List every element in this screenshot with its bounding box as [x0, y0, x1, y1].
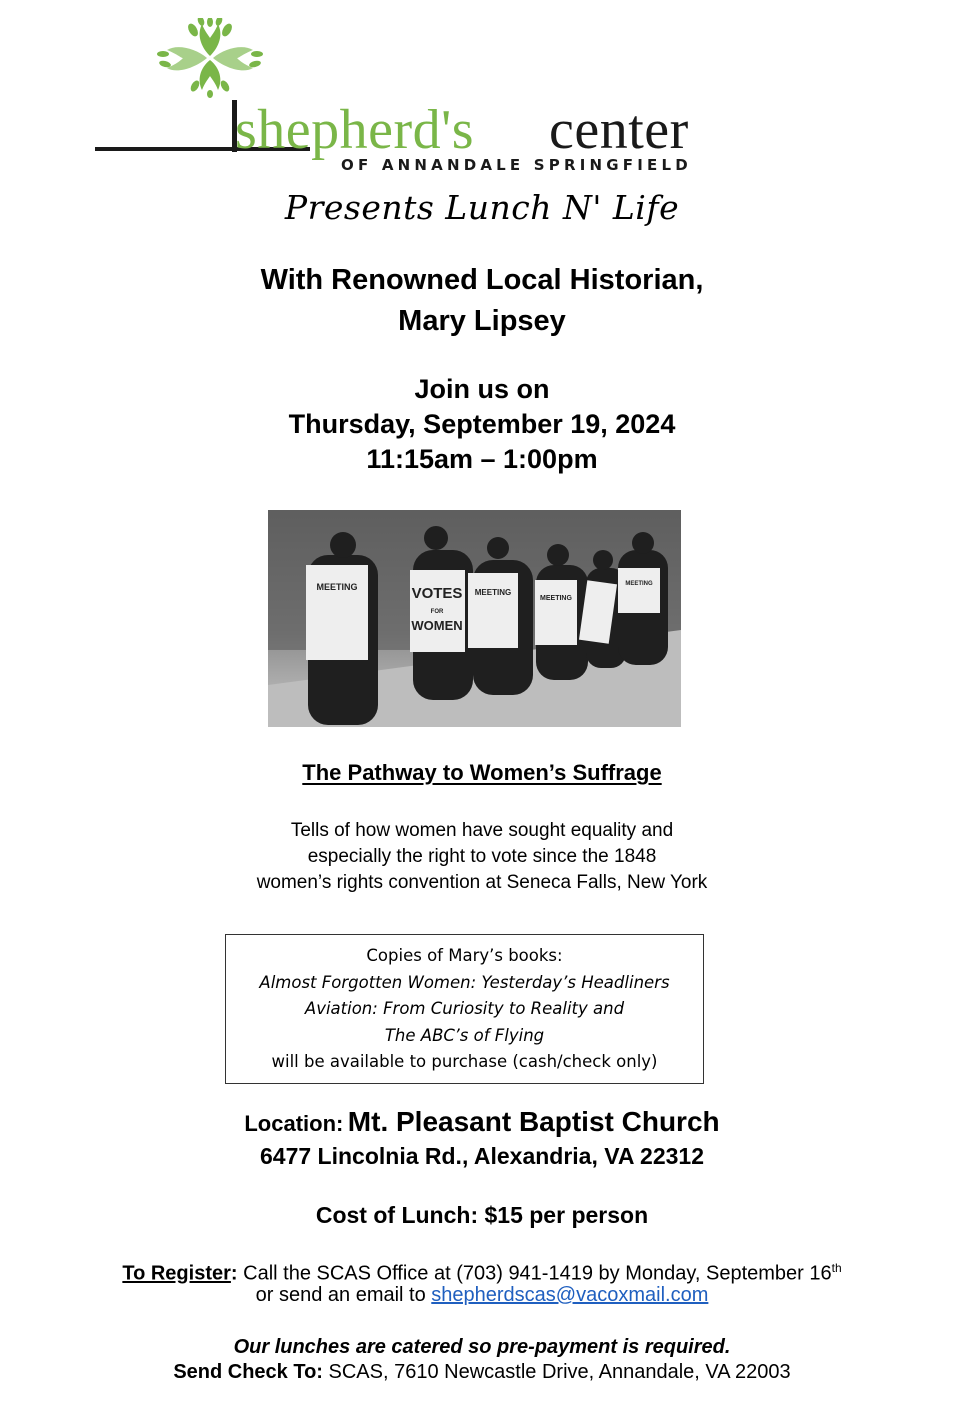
suffragette-photo-illustration	[268, 510, 681, 727]
svg-text:MEETING: MEETING	[540, 595, 572, 602]
register-label: To Register	[122, 1262, 231, 1285]
prepayment-note: Our lunches are catered so pre-payment is required.	[233, 1336, 731, 1358]
books-availability: will be available to purchase (cash/check only)	[271, 1052, 658, 1071]
book-title: Almost Forgotten Women: Yesterday’s Headliners	[259, 972, 670, 992]
register-email-line: or send an email to shepherdscas@vacoxmail.com	[255, 1284, 709, 1306]
talk-description	[0, 818, 964, 896]
tree-leaves-icon	[155, 18, 265, 98]
books-intro: Copies of Mary’s books:	[366, 946, 563, 965]
location-line	[0, 1106, 964, 1138]
location-venue: Mt. Pleasant Baptist Church	[347, 1106, 720, 1137]
presents-heading: Presents Lunch N' Life	[284, 188, 680, 227]
send-check-label: Send Check To:	[173, 1361, 323, 1383]
register-line: To Register: Call the SCAS Office at (703) 941-1419 by Monday, September 16th	[122, 1261, 842, 1285]
location-address: 6477 Lincolnia Rd., Alexandria, VA 22312	[260, 1143, 704, 1169]
book-title: The ABC’s of Flying	[384, 1025, 545, 1045]
books-box	[225, 934, 704, 1084]
date-superscript: th	[831, 1261, 842, 1275]
send-check-address: SCAS, 7610 Newcastle Drive, Annandale, VA 22003	[322, 1361, 791, 1383]
description-line: Tells of how women have sought equality and	[290, 820, 674, 841]
talk-title: The Pathway to Women’s Suffrage	[302, 760, 662, 785]
logo-name-shepherds: shepherd's	[235, 99, 475, 161]
book-title: Aviation: From Curiosity to Reality and	[304, 999, 625, 1018]
email-link[interactable]: shepherdscas@vacoxmail.com	[431, 1284, 709, 1306]
svg-text:WOMEN: WOMEN	[411, 618, 463, 633]
event-time: 11:15am – 1:00pm	[366, 444, 598, 474]
register-text: Call the SCAS Office at (703) 941-1419 by Monday, September 16	[237, 1262, 832, 1285]
description-line: especially the right to vote since the 1848	[307, 846, 657, 867]
svg-text:FOR: FOR	[430, 609, 444, 615]
shepherds-center-logo	[95, 18, 785, 178]
svg-text:MEETING: MEETING	[316, 582, 358, 592]
lunch-cost: Cost of Lunch: $15 per person	[315, 1202, 649, 1228]
speaker-line-1: With Renowned Local Historian,	[260, 264, 704, 296]
join-us-text: Join us on	[414, 374, 550, 404]
speaker-name: Mary Lipsey	[398, 305, 566, 337]
event-date: Thursday, September 19, 2024	[288, 409, 676, 439]
description-line: women’s rights convention at Seneca Falls, New York	[256, 872, 708, 893]
logo-subtitle: OF ANNANDALE SPRINGFIELD	[341, 156, 692, 174]
logo-name-center: center	[549, 99, 689, 161]
svg-text:VOTES: VOTES	[411, 585, 463, 602]
suffragette-photo	[268, 510, 681, 727]
location-label: Location:	[244, 1111, 344, 1136]
send-check-line	[0, 1359, 964, 1385]
svg-text:MEETING: MEETING	[474, 588, 512, 597]
svg-text:MEETING: MEETING	[625, 581, 653, 587]
